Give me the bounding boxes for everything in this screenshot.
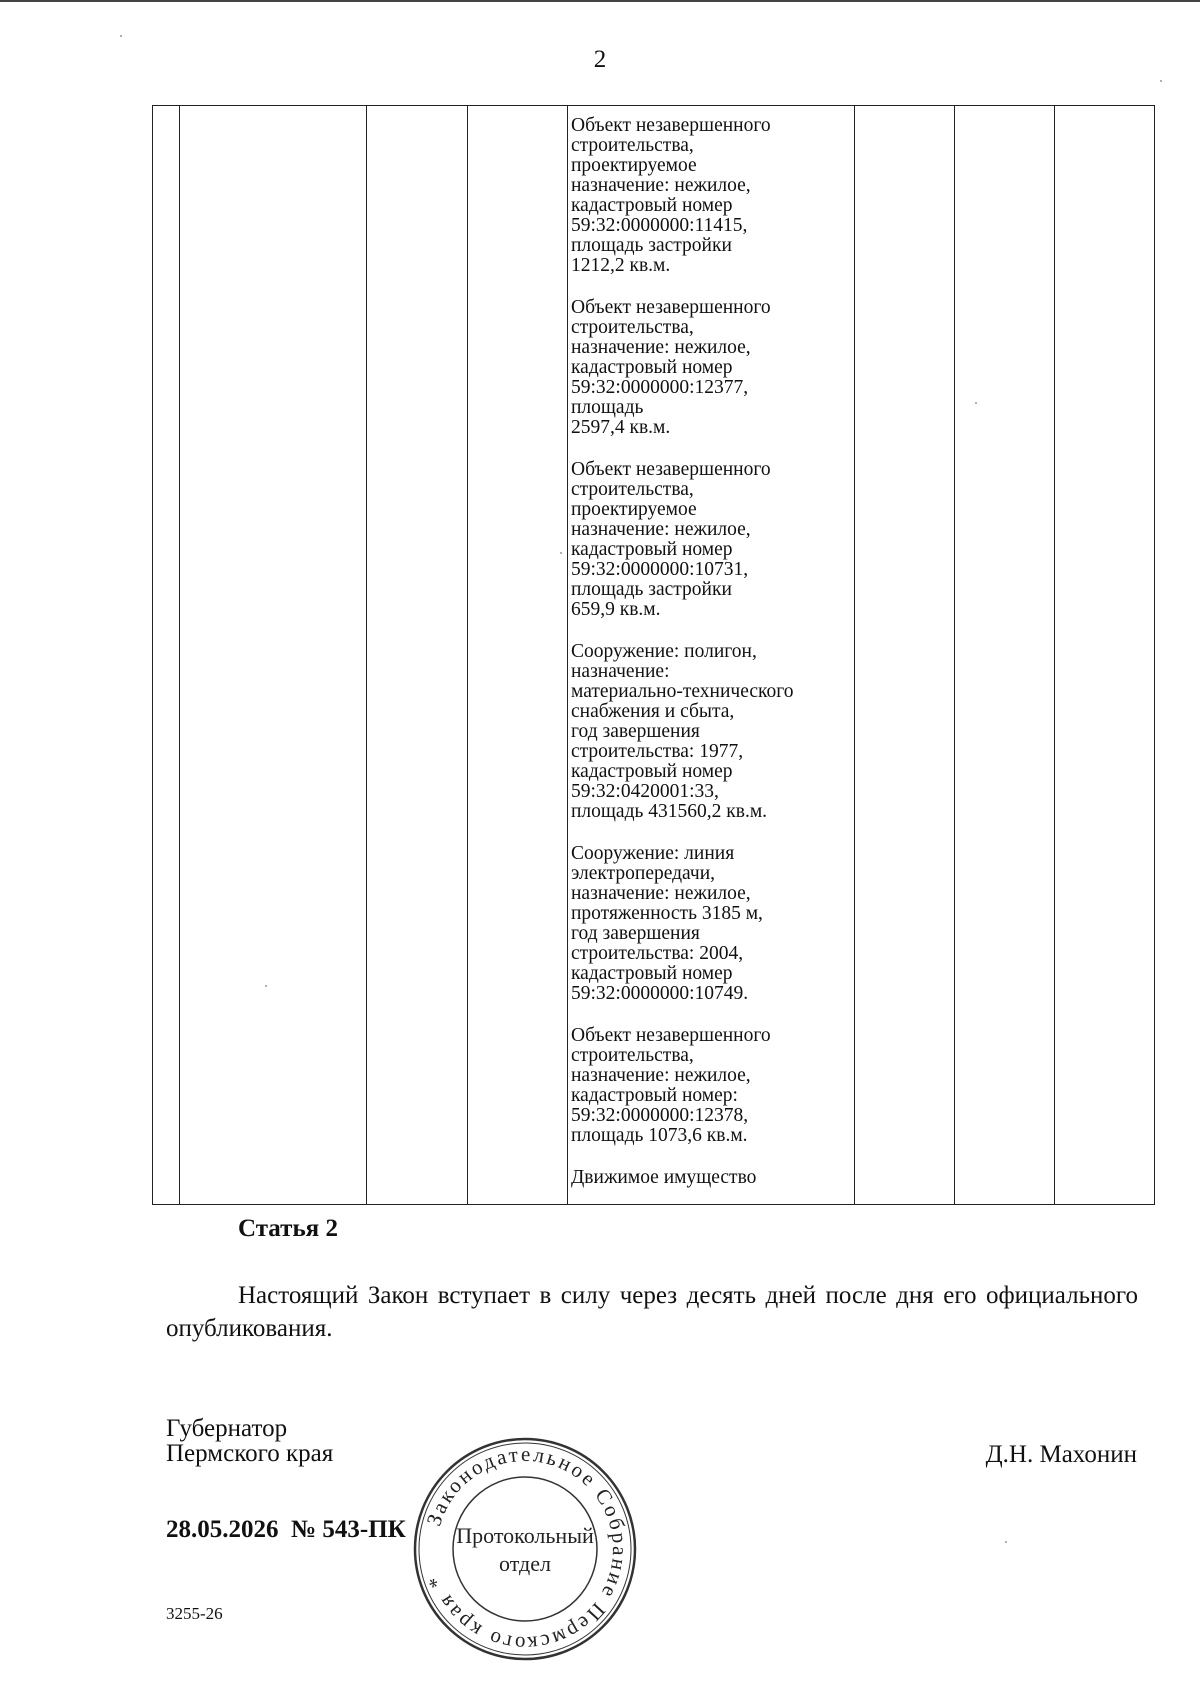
signature-title [166,1416,333,1466]
object-line: проектируемое [571,499,697,520]
object-line: площадь 431560,2 кв.м. [571,801,768,822]
scan-speck [120,35,122,37]
objects-list [571,116,852,1188]
object-line: 59:32:0000000:12377, [571,377,749,398]
scan-speck [1005,1541,1007,1543]
scan-speck [560,552,562,554]
object-line: материально-технического [571,681,794,702]
object-line: кадастровый номер: [571,1085,738,1106]
object-line: снабжения и сбыта, [571,701,735,722]
table-cell-empty-3 [1055,106,1155,1205]
object-line: Движимое имущество [571,1167,757,1188]
object-line: 659,9 кв.м. [571,599,661,620]
object-entry [571,1168,852,1188]
object-line: строительства, [571,317,694,338]
object-line: год завершения [571,721,700,742]
object-line: площадь застройки [571,579,732,600]
table-cell-empty-2 [955,106,1055,1205]
signature-title-line: Пермского края [166,1440,334,1467]
stamp-center-text [412,1522,638,1578]
table-cell-empty-1 [855,106,955,1205]
law-date-number: 28.05.2026 № 543-ПК [166,1516,406,1543]
object-line: строительства, [571,1045,694,1066]
signature-title-line: Губернатор [166,1415,288,1442]
object-line: кадастровый номер [571,357,733,378]
object-line: назначение: [571,661,670,682]
object-line: электропередачи, [571,863,716,884]
document-code: 3255-26 [166,1604,223,1623]
article-title: Статья 2 [238,1215,338,1242]
object-line: 59:32:0000000:11415, [571,215,748,236]
object-line: 59:32:0000000:12378, [571,1105,749,1126]
signer-name: Д.Н. Махонин [985,1441,1137,1468]
object-line: Сооружение: полигон, [571,641,757,662]
object-line: назначение: нежилое, [571,883,751,904]
table-row [153,106,1155,1205]
object-line: протяженность 3185 м, [571,903,763,924]
table-cell-name [180,106,367,1205]
scan-speck [1160,80,1162,82]
object-line: 59:32:0420001:33, [571,781,719,802]
object-entry [571,844,852,1004]
stamp-center-line: Протокольный [456,1523,594,1548]
official-stamp [412,1436,638,1662]
object-line: проектируемое [571,155,697,176]
stamp-ring-text: Законодательное Собрание Пермского края * [421,1441,633,1657]
object-line: год завершения [571,923,700,944]
table-cell-objects [568,106,855,1205]
object-line: кадастровый номер [571,195,733,216]
object-line: назначение: нежилое, [571,337,751,358]
table-cell-address [367,106,468,1205]
object-line: кадастровый номер [571,963,733,984]
object-entry [571,1026,852,1146]
object-entry [571,298,852,438]
object-line: 2597,4 кв.м. [571,417,671,438]
object-line: назначение: нежилое, [571,1065,751,1086]
object-entry [571,642,852,822]
object-line: площадь 1073,6 кв.м. [571,1125,748,1146]
object-entry [571,460,852,620]
object-line: строительства: 2004, [571,943,744,964]
object-line: строительства: 1977, [571,741,744,762]
table-cell-number [153,106,180,1205]
object-line: строительства, [571,479,694,500]
table-cell-inn [468,106,568,1205]
object-entry [571,116,852,276]
object-line: Объект незавершенного [571,459,771,480]
property-table [152,105,1155,1205]
scan-edge [0,0,1200,2]
object-line: площадь застройки [571,235,732,256]
object-line: 1212,2 кв.м. [571,255,671,276]
object-line: назначение: нежилое, [571,519,751,540]
object-line: Объект незавершенного [571,297,771,318]
stamp-center-line: отдел [499,1551,551,1576]
object-line: Сооружение: линия [571,843,735,864]
object-line: строительства, [571,135,694,156]
object-line: назначение: нежилое, [571,175,751,196]
article-text: Настоящий Закон вступает в силу через десять дней после дня его официального опубликования. [166,1282,1138,1342]
object-line: Объект незавершенного [571,115,771,136]
scan-speck [975,402,977,404]
object-line: Объект незавершенного [571,1025,771,1046]
object-line: 59:32:0000000:10749. [571,983,749,1004]
object-line: кадастровый номер [571,539,733,560]
object-line: 59:32:0000000:10731, [571,559,749,580]
scan-speck [265,985,267,987]
object-line: кадастровый номер [571,761,733,782]
page-number: 2 [593,46,607,73]
object-line: площадь [571,397,644,418]
